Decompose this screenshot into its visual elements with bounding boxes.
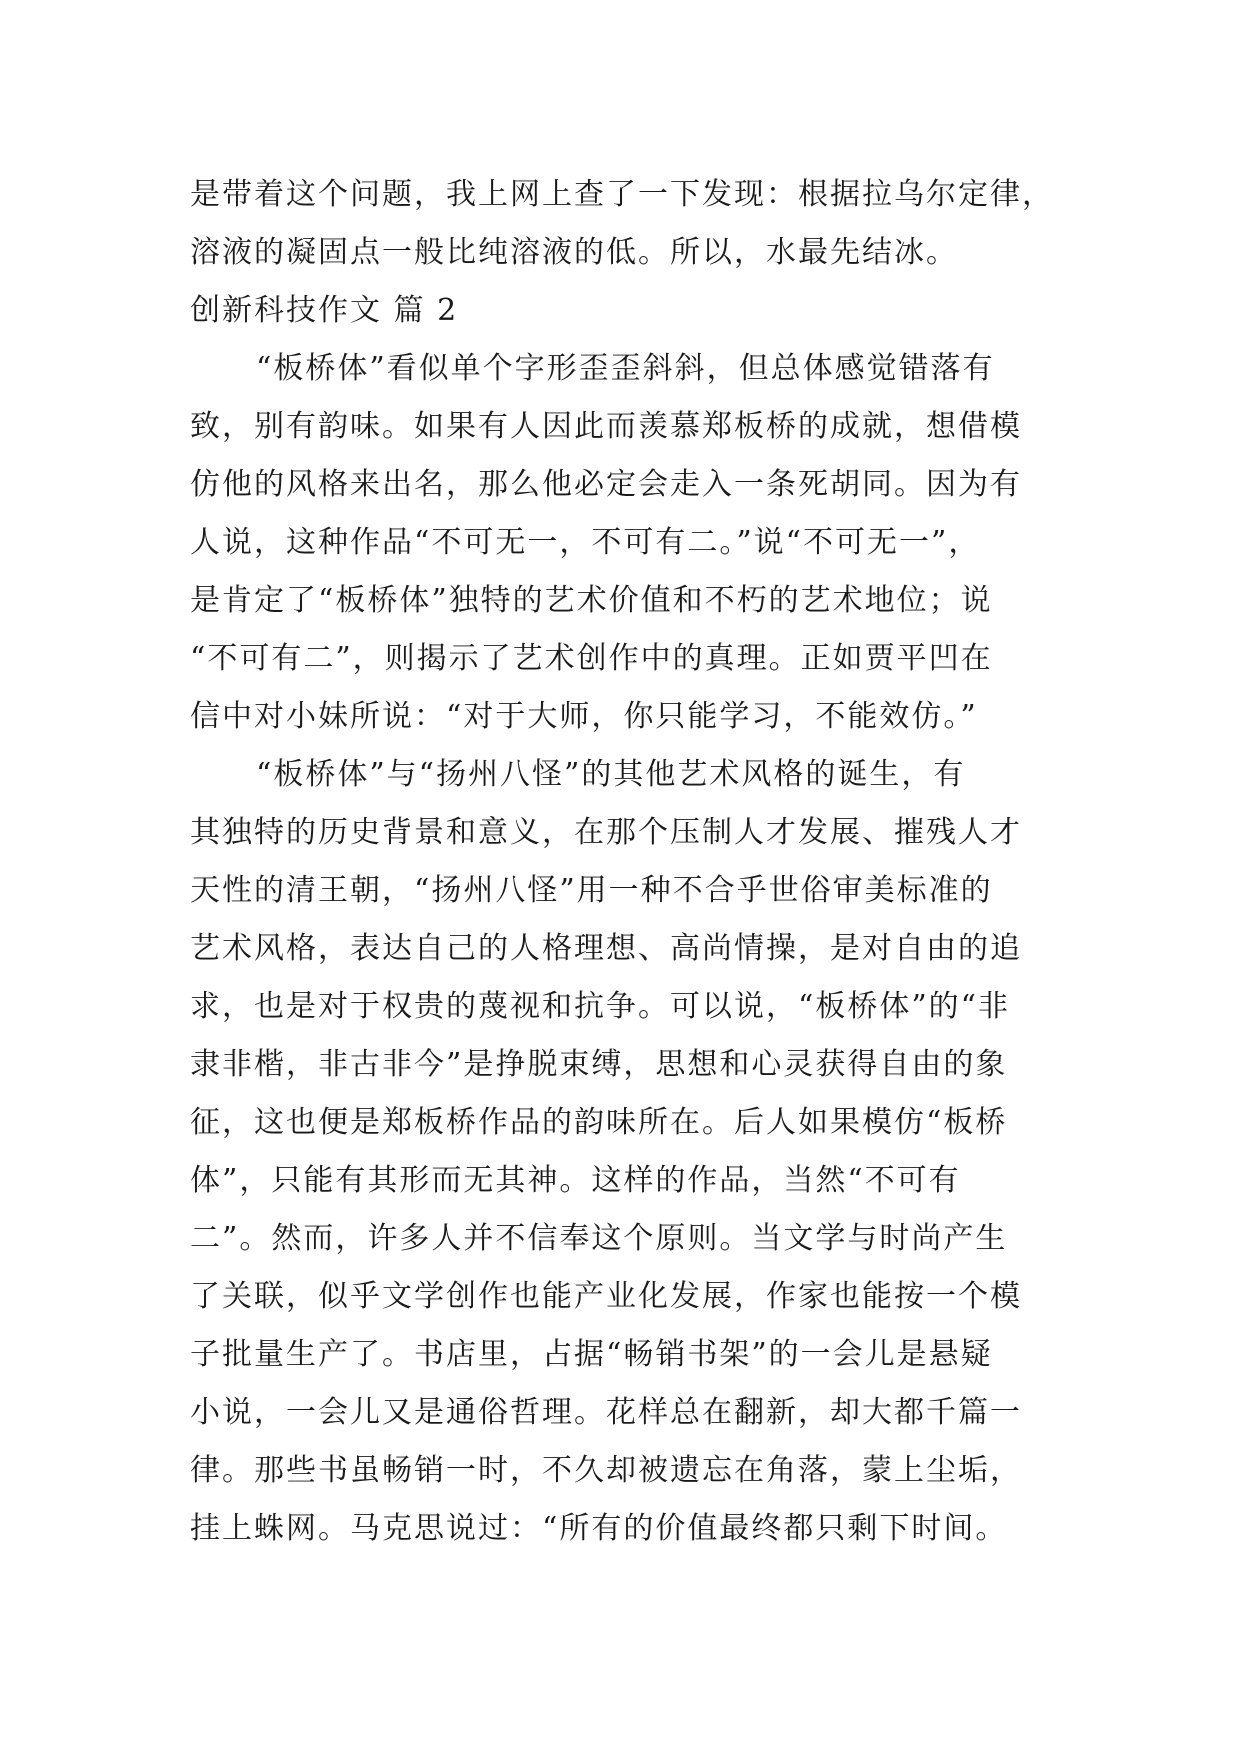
text-line: 律。那些书虽畅销一时，不久却被遗忘在角落，蒙上尘垢， — [190, 1453, 1022, 1488]
text-line: 二”。然而，许多人并不信奉这个原则。当文学与时尚产生 — [190, 1221, 1008, 1256]
text-line: “板桥体”看似单个字形歪歪斜斜，但总体感觉错落有 — [256, 351, 995, 386]
text-line: 仿他的风格来出名，那么他必定会走入一条死胡同。因为有 — [190, 467, 1022, 502]
text-line: “不可有二”，则揭示了艺术创作中的真理。正如贾平凹在 — [190, 641, 993, 676]
text-line: 体”，只能有其形而无其神。这样的作品，当然“不可有 — [190, 1163, 961, 1198]
paragraph-2 — [190, 746, 1050, 1558]
text-line: 溶液的凝固点一般比纯溶液的低。所以，水最先结冰。 — [190, 235, 958, 270]
text-line: 征，这也便是郑板桥作品的韵味所在。后人如果模仿“板桥 — [190, 1105, 1008, 1140]
paragraph-1 — [190, 340, 1050, 746]
text-line: 艺术风格，表达自己的人格理想、高尚情操，是对自由的追 — [190, 931, 1022, 966]
text-line: “板桥体”与“扬州八怪”的其他艺术风格的诞生，有 — [256, 757, 966, 792]
text-line: 求，也是对于权贵的蔑视和抗争。可以说，“板桥体”的“非 — [190, 989, 1011, 1024]
text-line: 致，别有韵味。如果有人因此而羡慕郑板桥的成就，想借模 — [190, 409, 1022, 444]
text-line: 人说，这种作品“不可无一，不可有二。”说“不可无一”， — [190, 525, 981, 560]
continuation-paragraph — [190, 166, 1054, 282]
text-line: 是肯定了“板桥体”独特的艺术价值和不朽的艺术地位；说 — [190, 583, 993, 618]
document-body — [190, 166, 1054, 1558]
text-line: 挂上蛛网。马克思说过：“所有的价值最终都只剩下时间。 — [190, 1511, 1008, 1546]
text-line: 了关联，似乎文学创作也能产业化发展，作家也能按一个模 — [190, 1279, 1022, 1314]
text-line: 隶非楷，非古非今”是挣脱束缚，思想和心灵获得自由的象 — [190, 1047, 1008, 1082]
text-line: 是带着这个问题，我上网上查了一下发现：根据拉乌尔定律， — [190, 177, 1054, 212]
text-line: 天性的清王朝，“扬州八怪”用一种不合乎世俗审美标准的 — [190, 873, 993, 908]
text-line: 信中对小妹所说：“对于大师，你只能学习，不能效仿。” — [190, 699, 978, 734]
section-heading: 创新科技作文 篇 2 — [190, 293, 459, 328]
text-line: 小说，一会儿又是通俗哲理。花样总在翻新，却大都千篇一 — [190, 1395, 1022, 1430]
text-line: 子批量生产了。书店里，占据“畅销书架”的一会儿是悬疑 — [190, 1337, 993, 1372]
text-line: 其独特的历史背景和意义，在那个压制人才发展、摧残人才 — [190, 815, 1022, 850]
